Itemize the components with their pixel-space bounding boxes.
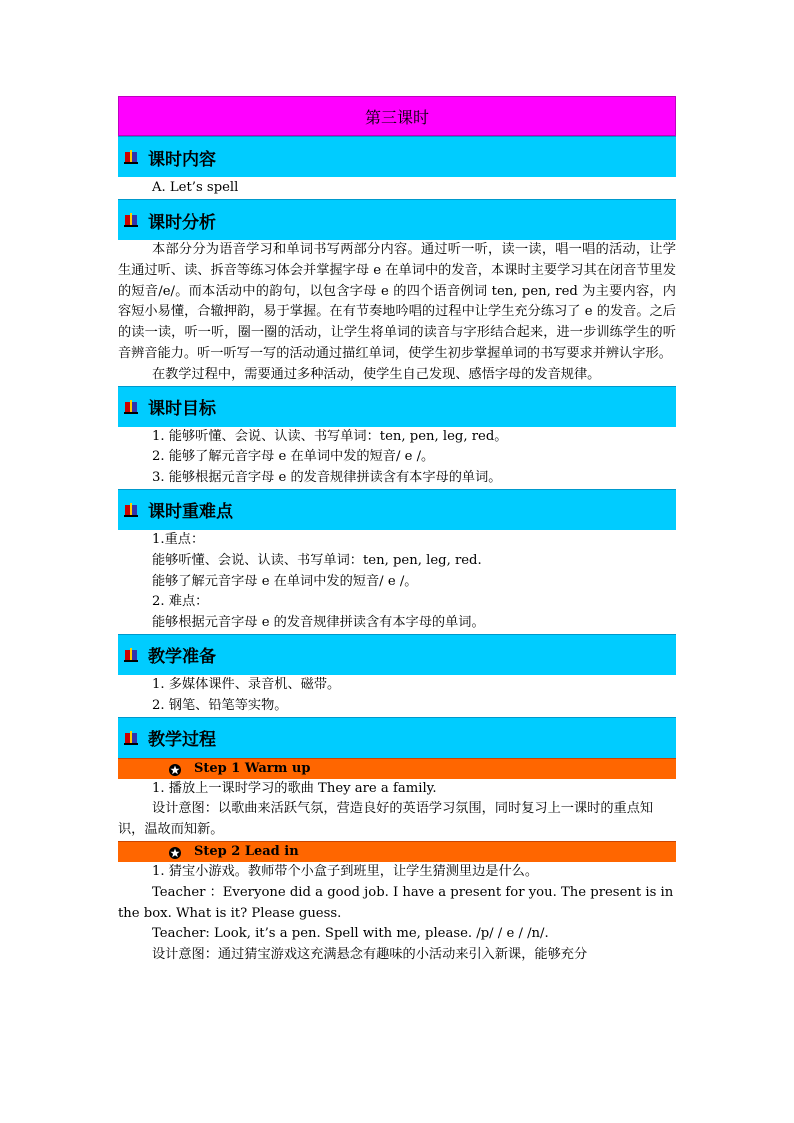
book-icon xyxy=(124,213,138,227)
section-heading: 课时内容 xyxy=(148,149,216,170)
section-heading: 教学准备 xyxy=(148,647,216,668)
step1-line: 1. 播放上一课时学习的歌曲 They are a family. xyxy=(152,780,437,796)
step2-teacher-2: Teacher: Look, it’s a pen. Spell with me, please. /p/ / e / /n/. xyxy=(152,926,549,942)
star-circle-icon xyxy=(168,845,182,859)
section-heading: 课时重难点 xyxy=(148,502,233,523)
step2-intent: 设计意图：通过猜宝游戏这充满悬念有趣味的小活动来引入新课，能够充分 xyxy=(152,947,588,963)
section-header-analysis xyxy=(118,199,676,240)
lesson-title-bar xyxy=(118,96,676,136)
section-header-goals xyxy=(118,386,676,427)
book-icon xyxy=(124,731,138,745)
book-icon xyxy=(124,150,138,164)
book-icon xyxy=(124,648,138,662)
list-item: 3. 能够根据元音字母 e 的发音规律拼读含有本字母的单词。 xyxy=(152,470,502,486)
keypoint-line: 2. 难点： xyxy=(152,594,209,610)
keypoint-line: 1.重点： xyxy=(152,531,205,547)
list-item: 2. 能够了解元音字母 e 在单词中发的短音/ e /。 xyxy=(152,449,435,465)
analysis-paragraph-1: 本部分分为语音学习和单词书写两部分内容。通过听一听，读一读，唱一唱的活动，让学生通过听、读、拆音等练习体会并掌握字母 e 在单词中的发音，本课时主要学习其在闭音节里发的短音/e/。而本活动中的韵句，以包含字母 e 的四个语音例词 ten, pen, red 为主要内容，内容短小易懂，合辙押韵，易于掌握。在有节奏地吟唱的过程中让学生充分练习了 e 的发音。之后的读一读，听一听，圈一圈的活动，让学生将单词的读音与字形结合起来，进一步训练学生的听音辨音能力。听一听写一写的活动通过描红单词，使学生初步掌握单词的书写要求并辨认字形。 xyxy=(118,242,676,361)
step-bar-2 xyxy=(118,841,676,862)
step2-teacher-1: Teacher ：Everyone did a good job. I have a present for you. The present is in the box. What is it? Please guess. xyxy=(118,884,674,921)
section-header-prep xyxy=(118,634,676,675)
step2-line: 1. 猜宝小游戏。教师带个小盒子到班里，让学生猜测里边是什么。 xyxy=(152,863,539,879)
section-heading: 课时分析 xyxy=(148,212,216,233)
star-circle-icon xyxy=(168,762,182,776)
step-label: Step 1 Warm up xyxy=(194,761,311,777)
step1-intent: 设计意图：以歌曲来活跃气氛，营造良好的英语学习氛围，同时复习上一课时的重点知识，温故而知新。 xyxy=(118,801,654,838)
list-item: 2. 钢笔、铅笔等实物。 xyxy=(152,697,288,713)
section-header-content xyxy=(118,136,676,177)
section-header-keypoints xyxy=(118,489,676,530)
analysis-paragraph-2: 在教学过程中，需要通过多种活动，使学生自己发现、感悟字母的发音规律。 xyxy=(152,366,601,382)
section-heading: 教学过程 xyxy=(148,730,216,751)
keypoint-line: 能够听懂、会说、认读、书写单词：ten, pen, leg, red. xyxy=(152,552,482,568)
lesson-document xyxy=(118,96,676,966)
content-line: A. Let’s spell xyxy=(152,180,239,195)
section-heading: 课时目标 xyxy=(148,399,216,420)
step-label: Step 2 Lead in xyxy=(194,844,299,860)
list-item: 1. 能够听懂、会说、认读、书写单词：ten, pen, leg, red。 xyxy=(152,428,508,444)
step-bar-1 xyxy=(118,758,676,779)
section-header-process xyxy=(118,717,676,758)
book-icon xyxy=(124,400,138,414)
keypoint-line: 能够根据元音字母 e 的发音规律拼读含有本字母的单词。 xyxy=(152,615,485,631)
keypoint-line: 能够了解元音字母 e 在单词中发的短音/ e /。 xyxy=(152,573,418,589)
list-item: 1. 多媒体课件、录音机、磁带。 xyxy=(152,676,341,692)
lesson-title: 第三课时 xyxy=(364,107,429,127)
book-icon xyxy=(124,503,138,517)
